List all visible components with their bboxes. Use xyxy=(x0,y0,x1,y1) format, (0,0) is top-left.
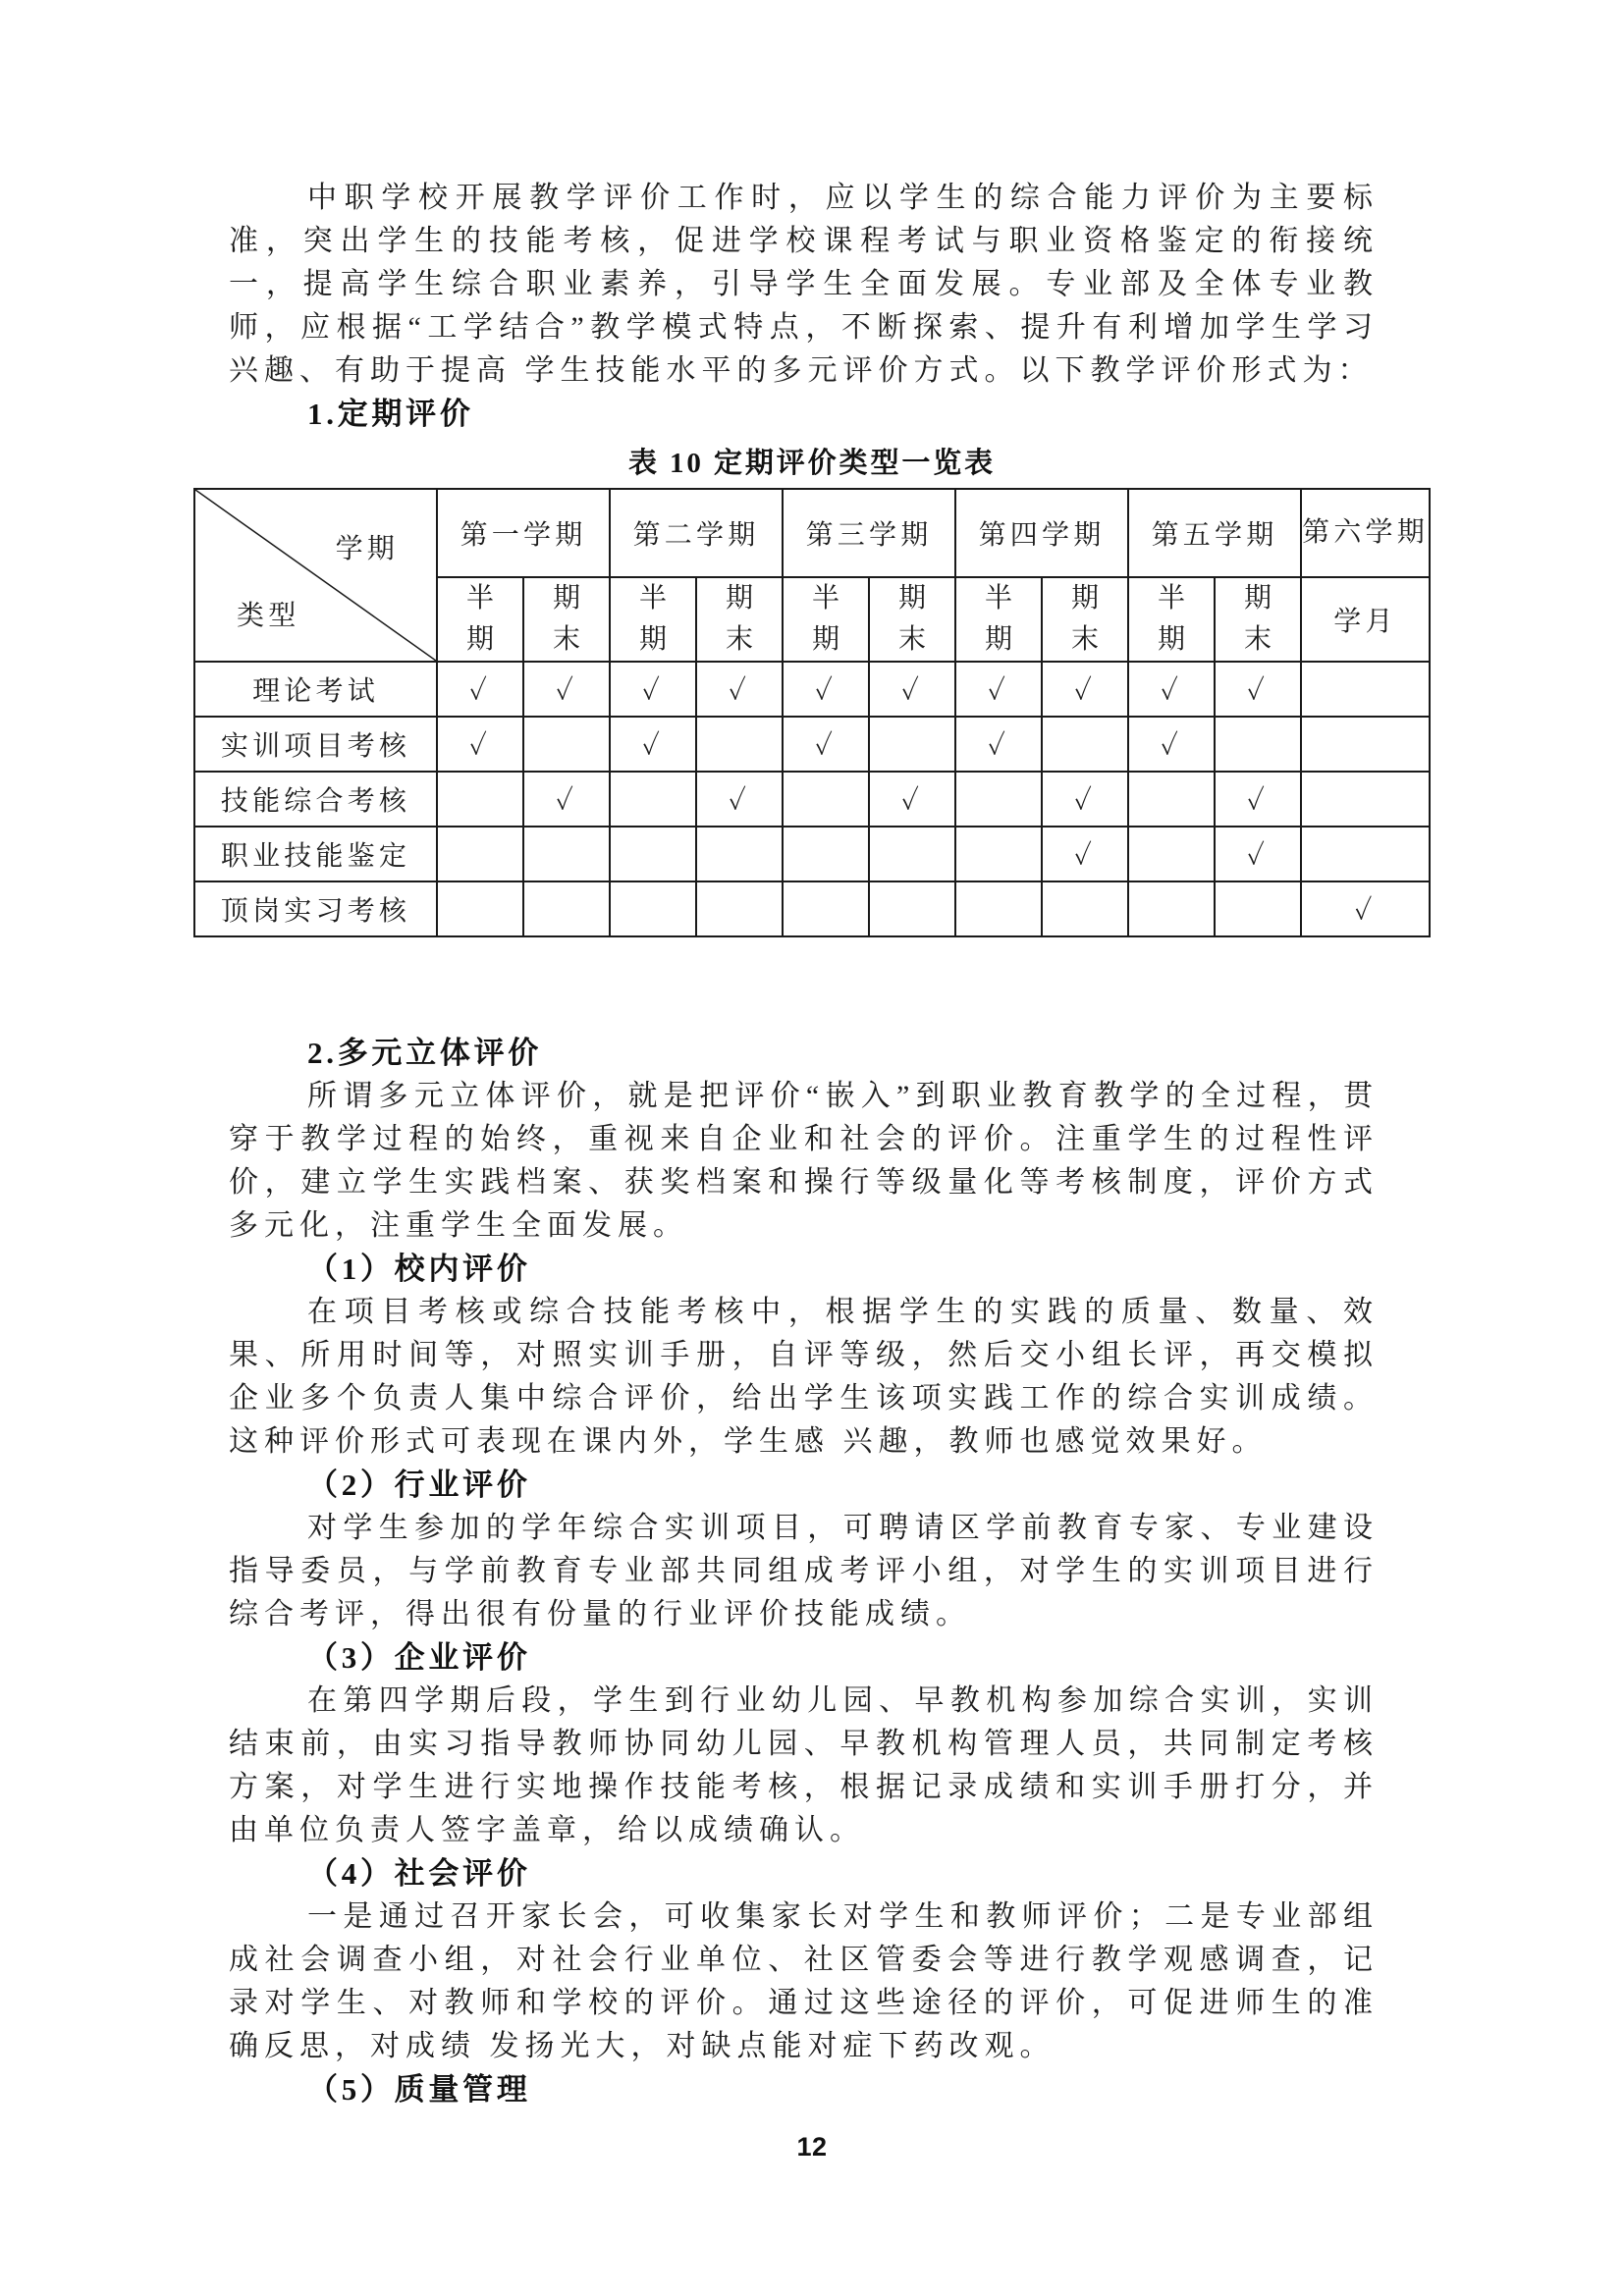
empty-cell xyxy=(1128,881,1215,936)
table-body xyxy=(194,662,1430,936)
subheader-cell: 半期 xyxy=(610,577,696,662)
semester-header-cell: 第四学期 xyxy=(955,489,1128,577)
corner-label-type: 类型 xyxy=(237,601,300,631)
check-mark: ✓ xyxy=(1215,827,1301,881)
check-mark: ✓ xyxy=(955,717,1042,772)
semester-header-cell: 第三学期 xyxy=(783,489,955,577)
check-mark: ✓ xyxy=(696,772,783,827)
empty-cell xyxy=(955,827,1042,881)
table-header-row-semesters xyxy=(194,489,1430,577)
empty-cell xyxy=(1301,717,1430,772)
subheader-cell: 半期 xyxy=(955,577,1042,662)
check-mark: ✓ xyxy=(783,662,869,717)
check-mark: ✓ xyxy=(437,662,523,717)
industry-evaluation-paragraph: 对学生参加的学年综合实训项目，可聘请区学前教育专家、专业建设指导委员，与学前教育专业部共同组成考评小组，对学生的实训项目进行综合考评，得出很有份量的行业评价技能成绩。 xyxy=(229,1512,1379,1630)
empty-cell xyxy=(1301,662,1430,717)
corner-cell xyxy=(194,489,437,662)
empty-cell xyxy=(955,772,1042,827)
empty-cell xyxy=(437,827,523,881)
heading-enterprise-evaluation: （3）企业评价 xyxy=(307,1640,531,1675)
table-row xyxy=(194,662,1430,717)
empty-cell xyxy=(437,881,523,936)
empty-cell xyxy=(1042,881,1128,936)
semester-header-cell: 第一学期 xyxy=(437,489,610,577)
semester-six-header-cell: 第六学期 xyxy=(1301,489,1430,577)
table-row xyxy=(194,772,1430,827)
table-head xyxy=(194,489,1430,662)
subheader-cell: 期末 xyxy=(1215,577,1301,662)
subheader-cell: 半期 xyxy=(783,577,869,662)
empty-cell xyxy=(610,827,696,881)
empty-cell xyxy=(1301,772,1430,827)
table-caption: 表 10 定期评价类型一览表 xyxy=(627,448,997,479)
empty-cell xyxy=(523,881,610,936)
check-mark: ✓ xyxy=(523,662,610,717)
empty-cell xyxy=(696,717,783,772)
intro-paragraph: 中职学校开展教学评价工作时，应以学生的综合能力评价为主要标准，突出学生的技能考核，促进学校课程考试与职业资格鉴定的衔接统一，提高学生综合职业素养，引导学生全面发展。专业部及全体专业教师，应根据“工学结合”教学模式特点，不断探索、提升有利增加学生学习兴趣、有助于提高 学生技能水平的多元评价方式。以下教学评价形式为： xyxy=(229,182,1379,387)
school-evaluation-paragraph: 在项目考核或综合技能考核中，根据学生的实践的质量、数量、效果、所用时间等，对照实训手册，自评等级，然后交小组长评，再交模拟企业多个负责人集中综合评价，给出学生该项实践工作的综合实训成绩。这种评价形式可表现在课内外，学生感 兴趣，教师也感觉效果好。 xyxy=(229,1296,1379,1458)
corner-label-semester: 学期 xyxy=(335,534,399,564)
page-number: 12 xyxy=(796,2132,828,2162)
check-mark: ✓ xyxy=(869,772,955,827)
heading-social-evaluation: （4）社会评价 xyxy=(307,1856,531,1891)
empty-cell xyxy=(523,717,610,772)
subheader-cell: 期末 xyxy=(1042,577,1128,662)
empty-cell xyxy=(696,881,783,936)
subheader-cell: 期末 xyxy=(696,577,783,662)
heading-quality-management: （5）质量管理 xyxy=(307,2072,531,2107)
enterprise-evaluation-paragraph: 在第四学期后段，学生到行业幼儿园、早教机构参加综合实训，实训结束前，由实习指导教师协同幼儿园、早教机构管理人员，共同制定考核方案，对学生进行实地操作技能考核，根据记录成绩和实训手册打分，并由单位负责人签字盖章，给以成绩确认。 xyxy=(229,1684,1379,1846)
empty-cell xyxy=(1301,827,1430,881)
empty-cell xyxy=(1128,772,1215,827)
empty-cell xyxy=(869,717,955,772)
semester-header-cell: 第五学期 xyxy=(1128,489,1301,577)
check-mark: ✓ xyxy=(610,662,696,717)
empty-cell xyxy=(1215,881,1301,936)
row-label: 职业技能鉴定 xyxy=(194,827,437,881)
empty-cell xyxy=(1215,717,1301,772)
row-label: 顶岗实习考核 xyxy=(194,881,437,936)
check-mark: ✓ xyxy=(1042,827,1128,881)
empty-cell xyxy=(869,827,955,881)
check-mark: ✓ xyxy=(523,772,610,827)
subheader-cell: 半期 xyxy=(437,577,523,662)
check-mark: ✓ xyxy=(955,662,1042,717)
check-mark: ✓ xyxy=(696,662,783,717)
row-label: 实训项目考核 xyxy=(194,717,437,772)
check-mark: ✓ xyxy=(1215,662,1301,717)
table-row xyxy=(194,881,1430,936)
check-mark: ✓ xyxy=(869,662,955,717)
heading-school-evaluation: （1）校内评价 xyxy=(307,1252,531,1286)
check-mark: ✓ xyxy=(1301,881,1430,936)
check-mark: ✓ xyxy=(610,717,696,772)
heading-periodic-evaluation: 1.定期评价 xyxy=(307,397,474,431)
subheader-cell: 半期 xyxy=(1128,577,1215,662)
empty-cell xyxy=(696,827,783,881)
periodic-evaluation-table xyxy=(193,488,1431,937)
empty-cell xyxy=(523,827,610,881)
empty-cell xyxy=(783,827,869,881)
check-mark: ✓ xyxy=(1215,772,1301,827)
empty-cell xyxy=(610,881,696,936)
table-row xyxy=(194,827,1430,881)
empty-cell xyxy=(955,881,1042,936)
empty-cell xyxy=(1042,717,1128,772)
empty-cell xyxy=(1128,827,1215,881)
table-row xyxy=(194,717,1430,772)
subheader-cell-month: 学月 xyxy=(1301,577,1430,662)
empty-cell xyxy=(869,881,955,936)
subheader-cell: 期末 xyxy=(523,577,610,662)
row-label: 技能综合考核 xyxy=(194,772,437,827)
check-mark: ✓ xyxy=(1128,717,1215,772)
heading-multi-evaluation: 2.多元立体评价 xyxy=(307,1036,543,1070)
empty-cell xyxy=(783,772,869,827)
check-mark: ✓ xyxy=(437,717,523,772)
subheader-cell: 期末 xyxy=(869,577,955,662)
check-mark: ✓ xyxy=(783,717,869,772)
multi-evaluation-paragraph: 所谓多元立体评价，就是把评价“嵌入”到职业教育教学的全过程，贯穿于教学过程的始终，重视来自企业和社会的评价。注重学生的过程性评价，建立学生实践档案、获奖档案和操行等级量化等考核制度，评价方式多元化，注重学生全面发展。 xyxy=(229,1080,1379,1242)
check-mark: ✓ xyxy=(1128,662,1215,717)
row-label: 理论考试 xyxy=(194,662,437,717)
empty-cell xyxy=(610,772,696,827)
check-mark: ✓ xyxy=(1042,662,1128,717)
social-evaluation-paragraph: 一是通过召开家长会，可收集家长对学生和教师评价；二是专业部组成社会调查小组，对社会行业单位、社区管委会等进行教学观感调查，记录对学生、对教师和学校的评价。通过这些途径的评价，可促进师生的准确反思，对成绩 发扬光大，对缺点能对症下药改观。 xyxy=(229,1900,1379,2062)
diagonal-line xyxy=(195,490,436,661)
semester-header-cell: 第二学期 xyxy=(610,489,783,577)
empty-cell xyxy=(437,772,523,827)
empty-cell xyxy=(783,881,869,936)
heading-industry-evaluation: （2）行业评价 xyxy=(307,1468,531,1502)
check-mark: ✓ xyxy=(1042,772,1128,827)
